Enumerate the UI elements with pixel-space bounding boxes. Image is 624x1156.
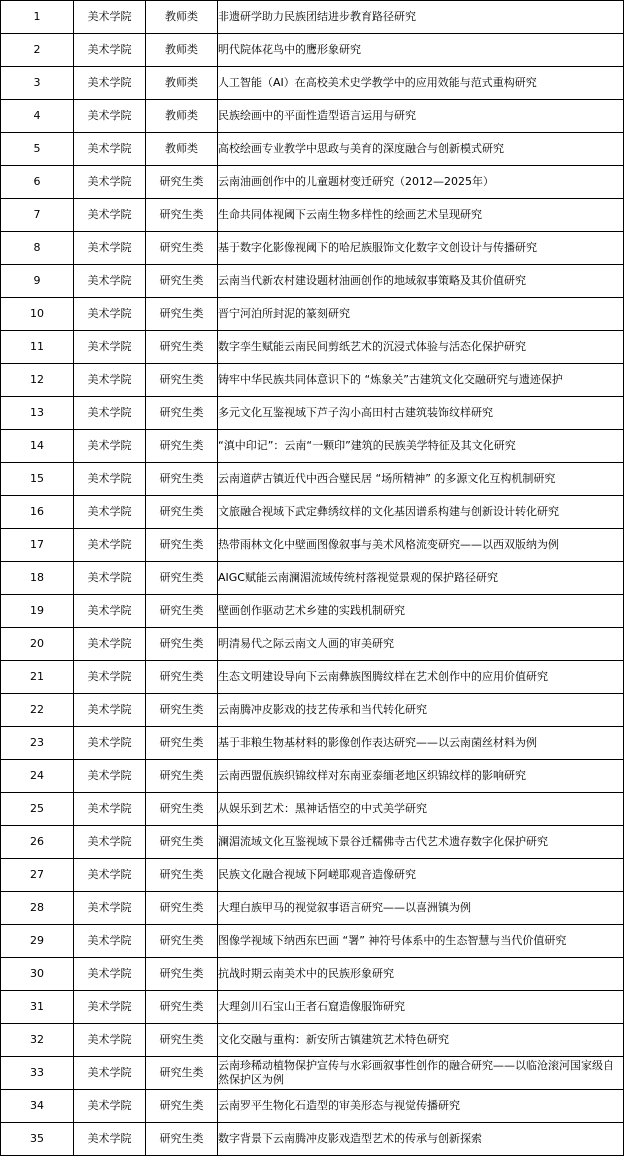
row-number: 10 [1,298,74,331]
row-number: 30 [1,958,74,991]
row-number: 23 [1,727,74,760]
category-cell: 研究生类 [146,1024,218,1057]
category-cell: 研究生类 [146,595,218,628]
table-row [1,859,624,892]
college-cell: 美术学院 [74,199,146,232]
row-number: 35 [1,1123,74,1156]
table-row [1,298,624,331]
category-cell: 研究生类 [146,298,218,331]
college-cell: 美术学院 [74,133,146,166]
project-title-cell: 云南油画创作中的儿童题材变迁研究（2012—2025年） [218,166,624,199]
college-cell: 美术学院 [74,430,146,463]
row-number: 2 [1,34,74,67]
row-number: 14 [1,430,74,463]
college-cell: 美术学院 [74,1090,146,1123]
college-cell: 美术学院 [74,628,146,661]
project-title-cell: 明清易代之际云南文人画的审美研究 [218,628,624,661]
row-number: 18 [1,562,74,595]
project-title-cell: 人工智能（AI）在高校美术史学教学中的应用效能与范式重构研究 [218,67,624,100]
row-number: 31 [1,991,74,1024]
project-title-cell: 铸牢中华民族共同体意识下的 “炼象关”古建筑文化交融研究与遗迹保护 [218,364,624,397]
table-row [1,100,624,133]
row-number: 22 [1,694,74,727]
table-row [1,529,624,562]
category-cell: 研究生类 [146,1123,218,1156]
category-cell: 研究生类 [146,694,218,727]
table-row [1,595,624,628]
table-row [1,628,624,661]
category-cell: 研究生类 [146,232,218,265]
project-title-cell: 文化交融与重构：新安所古镇建筑艺术特色研究 [218,1024,624,1057]
category-cell: 研究生类 [146,265,218,298]
category-cell: 教师类 [146,133,218,166]
category-cell: 研究生类 [146,727,218,760]
college-cell: 美术学院 [74,100,146,133]
college-cell: 美术学院 [74,331,146,364]
row-number: 32 [1,1024,74,1057]
project-title-cell: 民族文化融合视域下阿嵯耶观音造像研究 [218,859,624,892]
project-title-cell: 民族绘画中的平面性造型语言运用与研究 [218,100,624,133]
project-title-cell: 基于数字化影像视阈下的哈尼族服饰文化数字文创设计与传播研究 [218,232,624,265]
college-cell: 美术学院 [74,67,146,100]
college-cell: 美术学院 [74,298,146,331]
row-number: 7 [1,199,74,232]
table-row [1,661,624,694]
project-title-cell: 大理剑川石宝山王者石窟造像服饰研究 [218,991,624,1024]
table-row [1,331,624,364]
college-cell: 美术学院 [74,1,146,34]
table-row [1,826,624,859]
table-row [1,463,624,496]
project-title-cell: “滇中印记”：云南“一颗印”建筑的民族美学特征及其文化研究 [218,430,624,463]
project-title-cell: 云南罗平生物化石造型的审美形态与视觉传播研究 [218,1090,624,1123]
college-cell: 美术学院 [74,793,146,826]
college-cell: 美术学院 [74,1057,146,1090]
row-number: 12 [1,364,74,397]
category-cell: 研究生类 [146,430,218,463]
category-cell: 研究生类 [146,1090,218,1123]
project-title-cell: 非遗研学助力民族团结进步教育路径研究 [218,1,624,34]
category-cell: 研究生类 [146,859,218,892]
table-row [1,232,624,265]
row-number: 28 [1,892,74,925]
category-cell: 研究生类 [146,331,218,364]
category-cell: 研究生类 [146,661,218,694]
category-cell: 研究生类 [146,760,218,793]
college-cell: 美术学院 [74,694,146,727]
project-table-body [1,1,624,1156]
row-number: 29 [1,925,74,958]
category-cell: 教师类 [146,34,218,67]
project-title-cell: 生命共同体视阈下云南生物多样性的绘画艺术呈现研究 [218,199,624,232]
table-row [1,1024,624,1057]
row-number: 8 [1,232,74,265]
project-title-cell: 晋宁河泊所封泥的篆刻研究 [218,298,624,331]
table-row [1,793,624,826]
project-title-cell: 多元文化互鉴视域下芦子沟小高田村古建筑装饰纹样研究 [218,397,624,430]
college-cell: 美术学院 [74,529,146,562]
table-row [1,166,624,199]
row-number: 34 [1,1090,74,1123]
project-title-cell: 壁画创作驱动艺术乡建的实践机制研究 [218,595,624,628]
college-cell: 美术学院 [74,991,146,1024]
table-row [1,1090,624,1123]
project-title-cell: 云南珍稀动植物保护宣传与水彩画叙事性创作的融合研究——以临沧滚河国家级自然保护区为例 [218,1057,624,1090]
project-title-cell: 明代院体花鸟中的鹰形象研究 [218,34,624,67]
row-number: 24 [1,760,74,793]
college-cell: 美术学院 [74,892,146,925]
category-cell: 教师类 [146,1,218,34]
category-cell: 研究生类 [146,562,218,595]
category-cell: 研究生类 [146,199,218,232]
project-title-cell: 高校绘画专业教学中思政与美育的深度融合与创新模式研究 [218,133,624,166]
row-number: 5 [1,133,74,166]
project-title-cell: 热带雨林文化中壁画图像叙事与美术风格流变研究——以西双版纳为例 [218,529,624,562]
table-row [1,397,624,430]
table-row [1,562,624,595]
row-number: 25 [1,793,74,826]
table-row [1,925,624,958]
category-cell: 教师类 [146,100,218,133]
table-row [1,1123,624,1156]
row-number: 19 [1,595,74,628]
project-title-cell: 基于非粮生物基材料的影像创作表达研究——以云南菌丝材料为例 [218,727,624,760]
category-cell: 研究生类 [146,793,218,826]
project-title-cell: 文旅融合视域下武定彝绣纹样的文化基因谱系构建与创新设计转化研究 [218,496,624,529]
project-title-cell: 云南西盟佤族织锦纹样对东南亚泰缅老地区织锦纹样的影响研究 [218,760,624,793]
row-number: 16 [1,496,74,529]
row-number: 21 [1,661,74,694]
table-row [1,1057,624,1090]
college-cell: 美术学院 [74,1024,146,1057]
category-cell: 研究生类 [146,892,218,925]
row-number: 27 [1,859,74,892]
college-cell: 美术学院 [74,595,146,628]
table-row [1,496,624,529]
college-cell: 美术学院 [74,661,146,694]
table-row [1,364,624,397]
row-number: 1 [1,1,74,34]
table-row [1,199,624,232]
table-row [1,991,624,1024]
college-cell: 美术学院 [74,34,146,67]
table-row [1,727,624,760]
college-cell: 美术学院 [74,562,146,595]
row-number: 20 [1,628,74,661]
table-row [1,958,624,991]
college-cell: 美术学院 [74,1123,146,1156]
project-title-cell: 从娱乐到艺术：黑神话悟空的中式美学研究 [218,793,624,826]
table-row [1,694,624,727]
project-title-cell: 数字孪生赋能云南民间剪纸艺术的沉浸式体验与活态化保护研究 [218,331,624,364]
row-number: 15 [1,463,74,496]
row-number: 6 [1,166,74,199]
table-row [1,265,624,298]
college-cell: 美术学院 [74,463,146,496]
project-title-cell: 云南当代新农村建设题材油画创作的地域叙事策略及其价值研究 [218,265,624,298]
project-title-cell: 生态文明建设导向下云南彝族图腾纹样在艺术创作中的应用价值研究 [218,661,624,694]
category-cell: 研究生类 [146,1057,218,1090]
college-cell: 美术学院 [74,496,146,529]
category-cell: 研究生类 [146,826,218,859]
category-cell: 研究生类 [146,991,218,1024]
project-title-cell: AIGC赋能云南澜湄流域传统村落视觉景观的保护路径研究 [218,562,624,595]
table-row [1,892,624,925]
table-row [1,34,624,67]
college-cell: 美术学院 [74,364,146,397]
college-cell: 美术学院 [74,958,146,991]
category-cell: 研究生类 [146,628,218,661]
row-number: 26 [1,826,74,859]
project-title-cell: 图像学视域下纳西东巴画 “署” 神符号体系中的生态智慧与当代价值研究 [218,925,624,958]
row-number: 33 [1,1057,74,1090]
project-title-cell: 大理白族甲马的视觉叙事语言研究——以喜洲镇为例 [218,892,624,925]
category-cell: 研究生类 [146,397,218,430]
table-row [1,67,624,100]
project-title-cell: 云南道萨古镇近代中西合璧民居 “场所精神” 的多源文化互构机制研究 [218,463,624,496]
college-cell: 美术学院 [74,727,146,760]
row-number: 13 [1,397,74,430]
college-cell: 美术学院 [74,232,146,265]
category-cell: 研究生类 [146,364,218,397]
table-row [1,133,624,166]
table-row [1,430,624,463]
category-cell: 研究生类 [146,496,218,529]
project-title-cell: 抗战时期云南美术中的民族形象研究 [218,958,624,991]
row-number: 11 [1,331,74,364]
project-title-cell: 云南腾冲皮影戏的技艺传承和当代转化研究 [218,694,624,727]
project-title-cell: 数字背景下云南腾冲皮影戏造型艺术的传承与创新探索 [218,1123,624,1156]
category-cell: 研究生类 [146,166,218,199]
row-number: 17 [1,529,74,562]
row-number: 4 [1,100,74,133]
project-title-cell: 澜湄流域文化互鉴视域下景谷迁糯佛寺古代艺术遗存数字化保护研究 [218,826,624,859]
college-cell: 美术学院 [74,826,146,859]
college-cell: 美术学院 [74,925,146,958]
college-cell: 美术学院 [74,166,146,199]
row-number: 3 [1,67,74,100]
college-cell: 美术学院 [74,397,146,430]
college-cell: 美术学院 [74,859,146,892]
category-cell: 研究生类 [146,529,218,562]
row-number: 9 [1,265,74,298]
table-row [1,760,624,793]
college-cell: 美术学院 [74,265,146,298]
college-cell: 美术学院 [74,760,146,793]
category-cell: 研究生类 [146,958,218,991]
category-cell: 研究生类 [146,925,218,958]
category-cell: 研究生类 [146,463,218,496]
table-row [1,1,624,34]
category-cell: 教师类 [146,67,218,100]
